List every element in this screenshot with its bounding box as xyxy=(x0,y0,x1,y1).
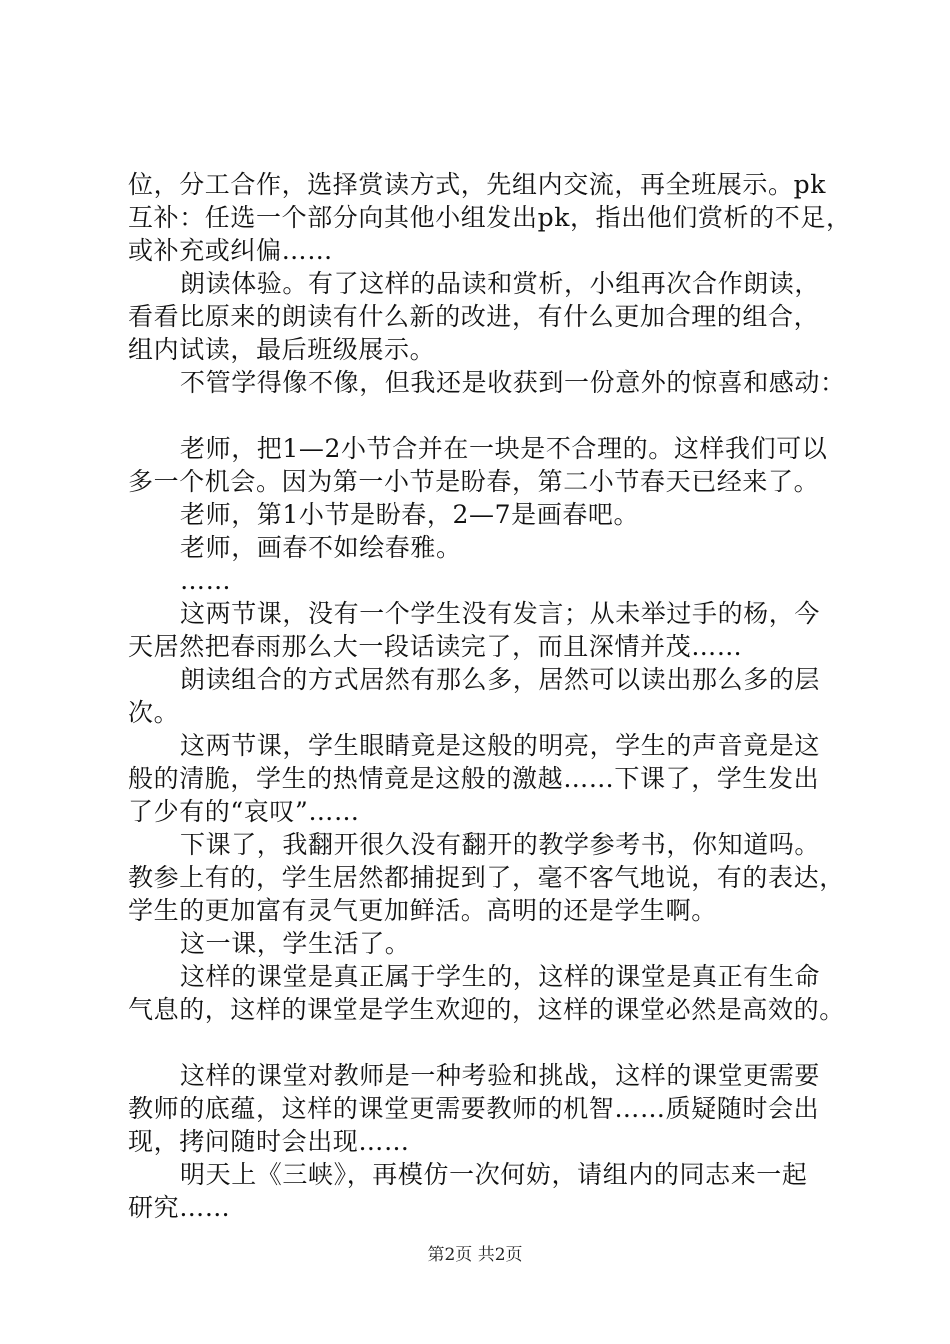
text-line: 现，拷问随时会出现…… xyxy=(128,1127,410,1156)
document-body xyxy=(128,168,852,1224)
text-line: 或补充或纠偏…… xyxy=(128,236,333,265)
text-line: 次。 xyxy=(128,698,180,727)
text-line: 研究…… xyxy=(128,1193,231,1222)
blank-line xyxy=(128,1026,848,1059)
paragraph-start: 这两节课，没有一个学生没有发言；从未举过手的杨，今 xyxy=(180,599,821,628)
text-line: 教师的底蕴，这样的课堂更需要教师的机智……质疑随时会出 xyxy=(128,1094,820,1123)
paragraph-start: 这两节课，学生眼睛竟是这般的明亮，学生的声音竟是这 xyxy=(180,731,821,760)
paragraph-start: 不管学得像不像，但我还是收获到一份意外的惊喜和感动： xyxy=(180,368,846,397)
text-line: 教参上有的，学生居然都捕捉到了，毫不客气地说，有的表达， xyxy=(128,863,845,892)
paragraph-start: 朗读组合的方式居然有那么多，居然可以读出那么多的层 xyxy=(180,665,821,694)
paragraph-start: 明天上《三峡》，再模仿一次何妨，请组内的同志来一起 xyxy=(180,1160,808,1189)
text-line: 看看比原来的朗读有什么新的改进，有什么更加合理的组合， xyxy=(128,302,820,331)
text-line: 气息的，这样的课堂是学生欢迎的，这样的课堂必然是高效的。 xyxy=(128,995,845,1024)
paragraph-start: 下课了，我翻开很久没有翻开的教学参考书，你知道吗。 xyxy=(180,830,821,859)
text-line: 互补：任选一个部分向其他小组发出pk，指出他们赏析的不足， xyxy=(128,203,852,232)
text-line: 了少有的“哀叹”…… xyxy=(128,797,360,826)
page-number-footer: 第2页 共2页 xyxy=(427,1245,523,1265)
text-line: 般的清脆，学生的热情竟是这般的激越……下课了，学生发出 xyxy=(128,764,820,793)
paragraph-start: 朗读体验。有了这样的品读和赏析，小组再次合作朗读， xyxy=(180,269,821,298)
text-line: 学生的更加富有灵气更加鲜活。高明的还是学生啊。 xyxy=(128,896,717,925)
text-line: 组内试读，最后班级展示。 xyxy=(128,335,436,364)
text-line: 天居然把春雨那么大一段话读完了，而且深情并茂…… xyxy=(128,632,743,661)
blank-line xyxy=(128,399,848,432)
paragraph-start: 这样的课堂对教师是一种考验和挑战，这样的课堂更需要 xyxy=(180,1061,821,1090)
paragraph-start: 这一课，学生活了。 xyxy=(180,929,411,958)
text-line: 位，分工合作，选择赏读方式，先组内交流，再全班展示。pk xyxy=(128,170,826,199)
quote-line: 多一个机会。因为第一小节是盼春，第二小节春天已经来了。 xyxy=(128,467,820,496)
quote-line: 老师，把1—2小节合并在一块是不合理的。这样我们可以 xyxy=(180,434,828,463)
ellipsis-line: …… xyxy=(180,566,232,595)
quote-line: 老师，第1小节是盼春，2—7是画春吧。 xyxy=(180,500,640,529)
quote-line: 老师，画春不如绘春雅。 xyxy=(180,533,462,562)
paragraph-start: 这样的课堂是真正属于学生的，这样的课堂是真正有生命 xyxy=(180,962,821,991)
